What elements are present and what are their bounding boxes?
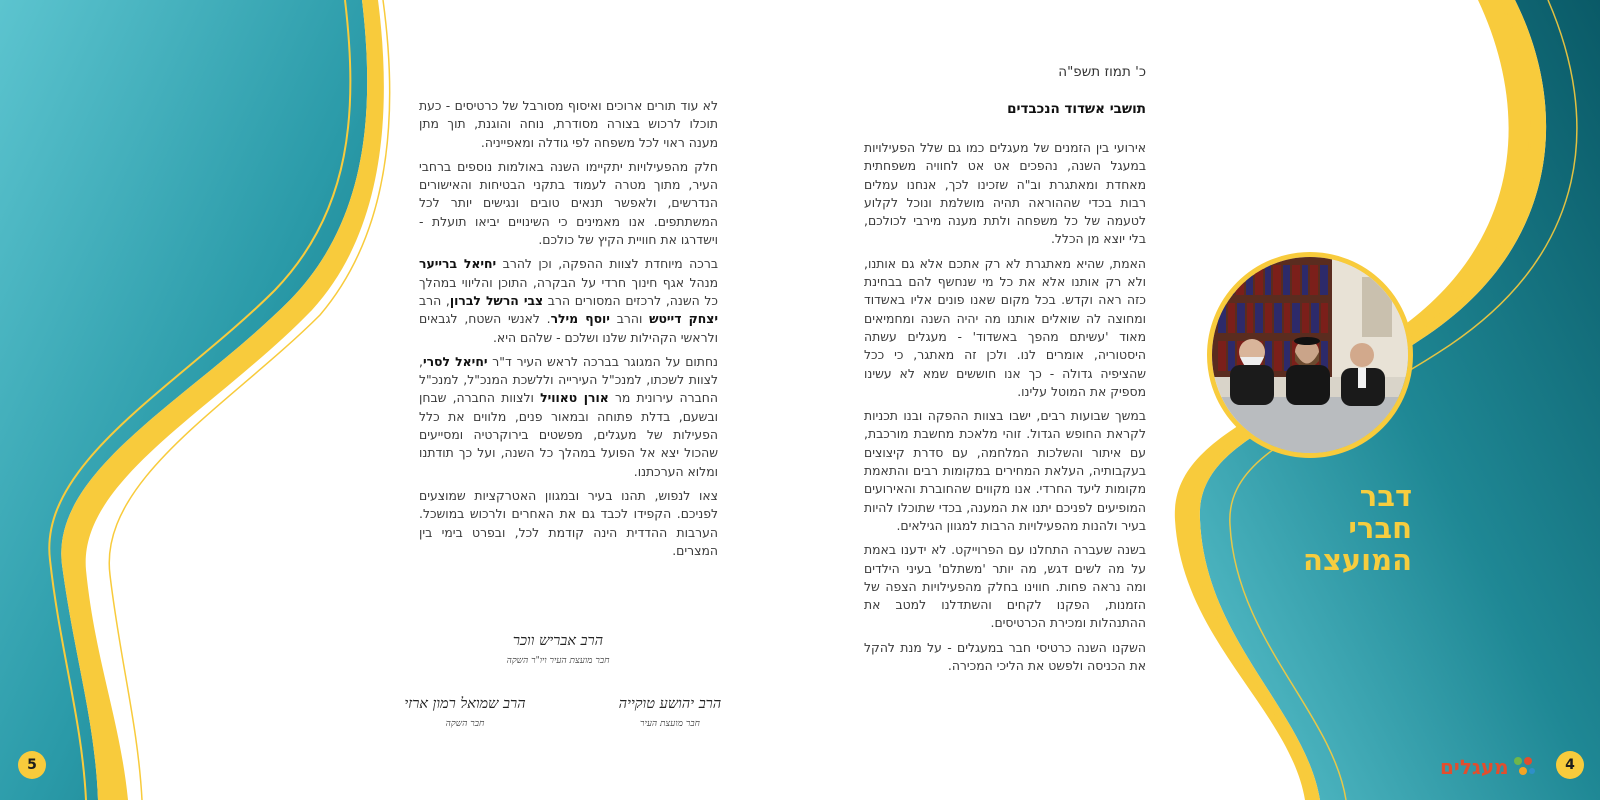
right-paragraph-5: השקנו השנה כרטיסי חבר במעגלים - על מנת להקל את הכניסה ולפשט את הליכי המכירה.: [864, 639, 1146, 674]
date: כ' תמוז תשפ"ה: [1058, 64, 1146, 80]
brand-logo: [1440, 752, 1536, 782]
logo-icon: [1512, 755, 1536, 779]
title-line: חברי: [1348, 511, 1412, 545]
right-paragraph-3: במשך שבועות רבים, ישבו בצוות ההפקה ובנו תכניות לקראת החופש הגדול. זוהי מלאכת מחשבת מורכבת, עם איתור והשלכות המלחמה, עם סדרת קיצוצים בעקבותיה, העלאת המחירים במקומות רבים והתאמת מקומות ליעד החרדי. אנו מקווים שהחוברת והאירועים המופיעים לפניכם יתנו את המענה, בכדי שתוכלו להיות בעיר ולהנות מהפעילויות הרבות למגוון הגילאים.: [864, 408, 1146, 533]
right-paragraph-2: האמת, שהיא מאתגרת לא רק אתכם אלא גם אותנו, ולא רק אותנו אלא את כל מי שנחשף להם בבחינת כזה ראה וקדש. בכל מקום שאנו פונים אליו באשדוד ומחוצה לה שואלים אותנו מה יהיה השנה ומחמיאים מאוד 'עשיתם מהפך באשדוד' - מעגלים עשתה היסטוריה, אומרים לנו. ולכן זה מאתגר, כי ככל שהציפיה גדולה - כך אנו חוששים שמא לא עשינו מספיק את המוטל עלינו.: [864, 255, 1146, 399]
left-paragraph-3: ברכה מיוחדת לצוות ההפקה, וכן להרב יחיאל ברייער מנהל אגף חינוך חרדי על הבקרה, התוכן והליווי במהלך כל השנה, לרכזים המסורים הרב צבי הרשל לברון, הרב יצחק דייטש והרב יוסף מילר. לאנשי השטח, לגבאים ולראשי הקהילות שלנו ושלכם - שלהם היא.: [419, 256, 718, 345]
signature-name: הרב יהושע טוקייה: [618, 696, 722, 712]
signature-name: הרב שמואל רמון ארזי: [404, 696, 526, 712]
person-name: יוסף מילר: [550, 311, 610, 327]
council-members-photo: [1207, 252, 1413, 458]
signature-1: [478, 633, 638, 666]
signature-2: [600, 696, 740, 729]
photo-illustration: [1212, 257, 1408, 453]
title-line: המועצה: [1302, 543, 1412, 577]
left-paragraph-4: נחתום על המגוגר בברכה לראש העיר ד"ר יחיאל לסרי, לצוות לשכתו, למנכ"ל העירייה וללשכת המנכ"ל, למנכ"ל החברה עירונית מר אורן טאוויל ולצוות החברה, שבחן ובשעם, בדלת פתוחה ובמאור פנים, מלווים את כלל הפעילות של מעגלים, מפשטים בירוקרטיה ומסייעים שהכול יצא אל הפועל במהלך כל השנה, ועל כך תודתנו ומלוא הערכתנו.: [419, 353, 718, 479]
greeting: תושבי אשדוד הנכבדים: [1007, 101, 1146, 117]
signature-name: הרב אבריש ווכר: [512, 633, 604, 649]
signature-role: חבר מועצת העיר: [640, 719, 700, 729]
person-name: אורן טאוויל: [540, 390, 609, 406]
page-number-right: 4: [1556, 751, 1584, 779]
left-column-text: [419, 97, 718, 566]
logo-text: מעגלים: [1440, 755, 1509, 779]
signature-3: [395, 696, 535, 729]
person-name: יחיאל לסרי: [422, 353, 488, 369]
title-line: דבר: [1359, 479, 1412, 513]
left-paragraph-2: חלק מהפעילויות יתקיימו השנה באולמות נוספים ברחבי העיר, מתוך מטרה לעמוד בתקני הבטיחות והאישורים הנדרשים, ולאפשר תנאים טובים ונגישים יותר לכל המשתתפים. אנו מאמינים כי השינויים יביאו תועלת - וישדרגו את חוויית הקיץ של כולכם.: [419, 158, 718, 248]
person-name: צבי הרשל לברון: [449, 292, 544, 308]
page-number-left: 5: [18, 751, 46, 779]
signature-role: חבר השקה: [445, 719, 485, 729]
signature-role: חבר מועצת העיר ויו"ר השקה: [506, 656, 610, 666]
right-paragraph-1: אירועי בין הזמנים של מעגלים כמו גם שלל הפעילויות במעגל השנה, נהפכים אט אט לחוויה משפחתית מאחדת ומאתגרת וב"ה שזכינו לכך, אנחנו עמלים רבות בכדי שההוראה תהיה מושלמת ונוכל לקלוע לטעמה של כל משפחה ולתת מענה מירבי לכולכם, בלי יוצא מן הכלל.: [864, 140, 1146, 247]
left-paragraph-1: לא עוד תורים ארוכים ואיסוף מסורבל של כרטיסים - כעת תוכלו לרכוש בצורה מסודרת, נוחה והוגנת, תוך מתן מענה ראוי לכל משפחה לפי גודלה ומאפייניה.: [419, 98, 718, 150]
person-name: יצחק דייטש: [649, 311, 718, 327]
right-column-text: [864, 139, 1146, 681]
person-name: יחיאל ברייער: [419, 256, 497, 272]
right-paragraph-4: בשנה שעברה התחלנו עם הפרוייקט. לא ידענו באמת על מה לשים דגש, מה יותר 'משתלם' בעיני הילדים ומה נראה פחות. חווינו בחלק מהפעילויות הצפה של הזמנות, הפקנו לקחים והשתדלנו למטב את ההתנהלות ומכירת הכרטיסים.: [864, 542, 1146, 631]
section-title: [1250, 480, 1412, 576]
left-paragraph-5: צאו לנפוש, תהנו בעיר ובמגוון האטרקציות שמוצעים לפניכם. הקפידו לכבד גם את האחרים ולרכוש במושכל. הערבות ההדדית הינה קודמת לכל, ובפרט בימי בין המצרים.: [419, 487, 718, 558]
